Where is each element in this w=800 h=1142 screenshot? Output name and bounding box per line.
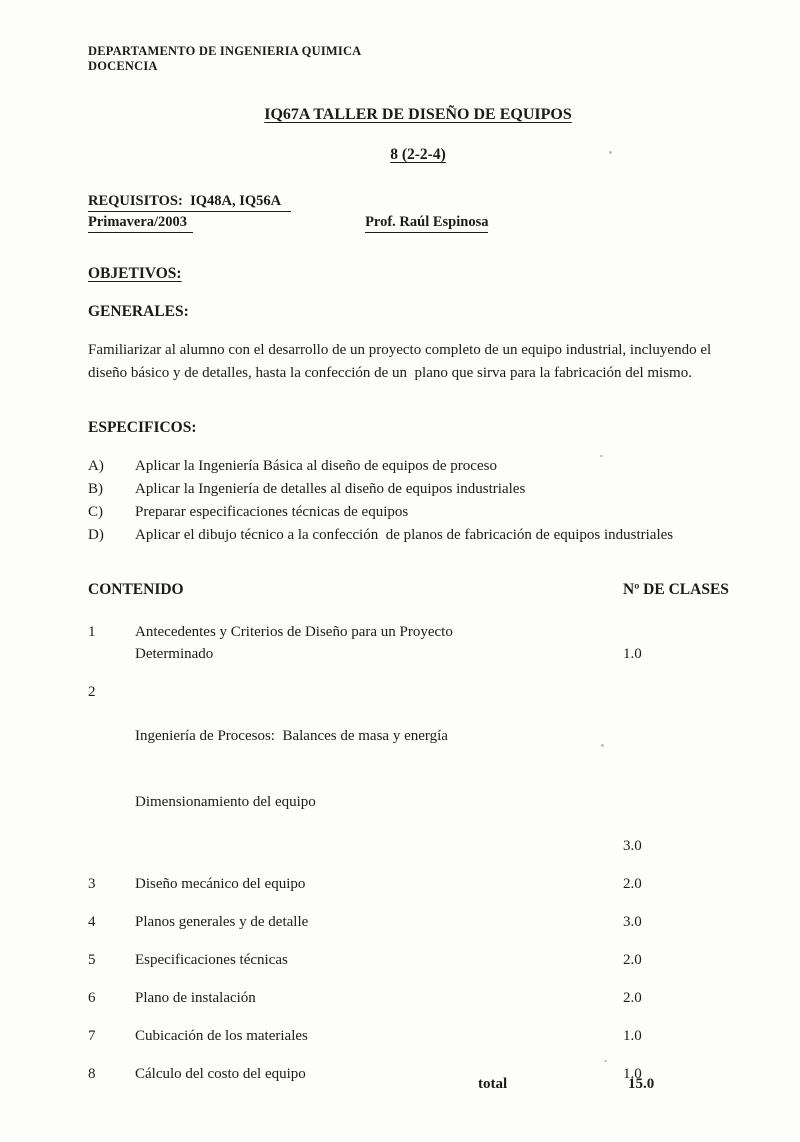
row-classes-value: 1.0 (623, 646, 642, 662)
row-topic: Cálculo del costo del equipo (135, 1066, 306, 1082)
row-topic: Cubicación de los materiales (135, 1028, 308, 1044)
specific-item-label: B) (88, 481, 103, 497)
specific-item (88, 478, 748, 501)
table-row (88, 1025, 748, 1047)
page-content (88, 0, 748, 1095)
scan-speck (600, 455, 603, 457)
table-row (88, 911, 748, 933)
table-row (88, 681, 748, 857)
specific-item-text: Aplicar la Ingeniería Básica al diseño de equipos de proceso (135, 458, 497, 474)
specific-item (88, 524, 748, 547)
title-block (88, 106, 748, 124)
total-spacer (88, 1073, 478, 1095)
row-number: 5 (88, 952, 96, 968)
row-classes-value: 2.0 (623, 990, 642, 1006)
general-objective-text: Familiarizar al alumno con el desarrollo de un proyecto completo de un equipo industrial, incluyendo el diseño básico y de detalles, hasta la confección de un plano que sirva para la fabricación del mismo. (88, 342, 715, 381)
row-classes-value: 2.0 (623, 952, 642, 968)
row-number: 4 (88, 914, 96, 930)
row-topic: Diseño mecánico del equipo (135, 876, 306, 892)
contenido-heading: CONTENIDO (88, 581, 184, 598)
row-topic: Planos generales y de detalle (135, 914, 309, 930)
professor-name: Prof. Raúl Espinosa (365, 213, 488, 233)
especificos-heading: ESPECIFICOS: (88, 419, 197, 436)
row-number: 2 (88, 684, 96, 700)
row-topic (135, 621, 623, 665)
course-title: IQ67A TALLER DE DISEÑO DE EQUIPOS (264, 106, 572, 123)
table-row (88, 987, 748, 1009)
specific-item-text: Aplicar el dibujo técnico a la confección de planos de fabricación de equipos industriales (135, 527, 674, 543)
row-classes-value: 1.0 (623, 1028, 642, 1044)
total-label: total (478, 1076, 508, 1092)
specific-objectives-list (88, 455, 748, 547)
scan-speck (601, 744, 604, 747)
specific-item-text: Preparar especificaciones técnicas de equipos (135, 504, 409, 520)
docencia-label: DOCENCIA (88, 59, 158, 73)
table-row (88, 949, 748, 971)
specific-item-label: C) (88, 504, 103, 520)
row-topic: Plano de instalación (135, 990, 256, 1006)
objetivos-heading: OBJETIVOS: (88, 265, 182, 282)
row-number: 3 (88, 876, 96, 892)
row-number: 1 (88, 624, 96, 640)
row-topic-line2: Determinado (135, 646, 214, 662)
row-number: 8 (88, 1066, 96, 1082)
table-row (88, 873, 748, 895)
row-topic: Especificaciones técnicas (135, 952, 288, 968)
row-classes-value: 3.0 (623, 914, 642, 930)
total-row (88, 1073, 748, 1095)
specific-item (88, 455, 748, 478)
row-topic (135, 681, 623, 857)
scan-speck (604, 1060, 607, 1062)
specific-item-text: Aplicar la Ingeniería de detalles al diseño de equipos industriales (135, 481, 526, 497)
row-classes-value: 2.0 (623, 876, 642, 892)
num-classes-heading: Nº DE CLASES (623, 581, 729, 598)
row-number: 6 (88, 990, 96, 1006)
content-table-header (88, 581, 748, 599)
generales-heading: GENERALES: (88, 303, 189, 320)
scan-speck (609, 151, 612, 154)
info-block (88, 192, 748, 233)
specific-item-label: A) (88, 458, 104, 474)
letterhead (88, 44, 748, 74)
table-row (88, 621, 748, 665)
total-value: 15.0 (628, 1076, 655, 1092)
credits-block (88, 146, 748, 164)
row-topic-line1: Antecedentes y Criterios de Diseño para un Proyecto (135, 624, 453, 640)
specific-item (88, 501, 748, 524)
requisitos-line: REQUISITOS: IQ48A, IQ56A (88, 192, 291, 212)
content-table (88, 621, 748, 1095)
row-classes-value: 3.0 (623, 838, 642, 854)
row-topic-line2: Dimensionamiento del equipo (135, 794, 316, 810)
semester-label: Primavera/2003 (88, 213, 193, 233)
course-credits: 8 (2-2-4) (390, 146, 446, 163)
row-topic-line1: Ingeniería de Procesos: Balances de masa y energía (135, 728, 448, 744)
department-name: DEPARTAMENTO DE INGENIERIA QUIMICA (88, 44, 362, 58)
row-number: 7 (88, 1028, 96, 1044)
specific-item-label: D) (88, 527, 104, 543)
row-classes-value: 1.0 (623, 1066, 642, 1082)
